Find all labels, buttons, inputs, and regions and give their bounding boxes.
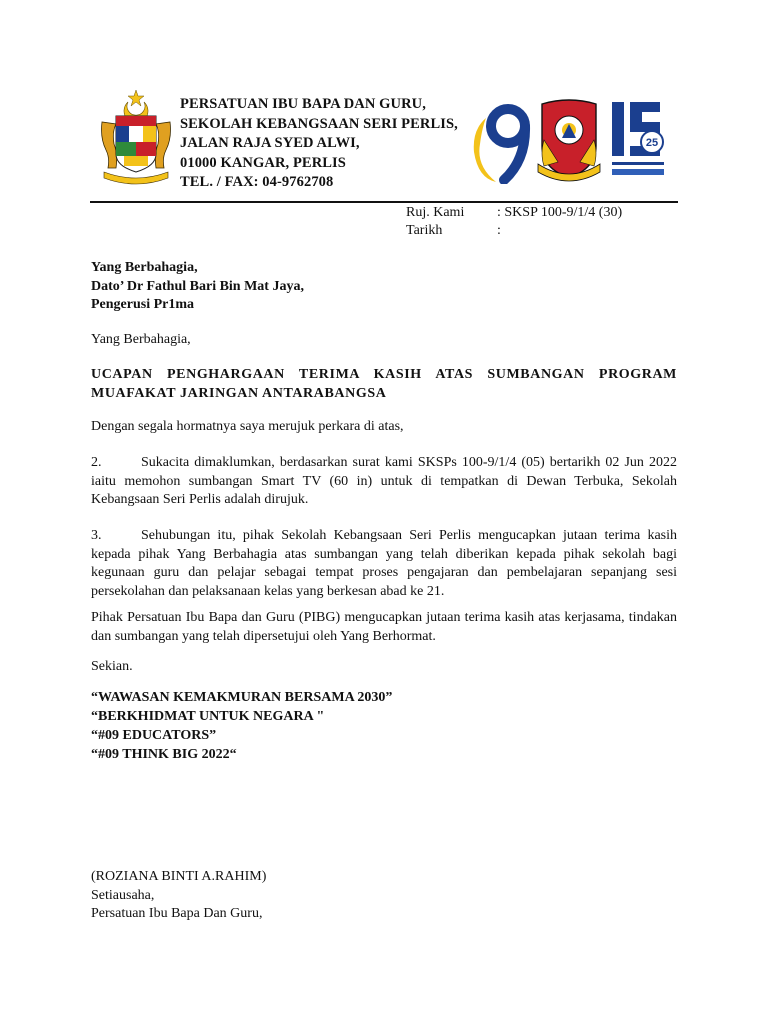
letterhead-line: SEKOLAH KEBANGSAAN SERI PERLIS, bbox=[180, 115, 458, 132]
letterhead-line: PERSATUAN IBU BAPA DAN GURU, bbox=[180, 96, 426, 112]
recipient-line: Pengerusi Pr1ma bbox=[91, 297, 195, 312]
letterhead-line: TEL. / FAX: 04-9762708 bbox=[180, 174, 334, 190]
recipient-line: Dato’ Dr Fathul Bari Bin Mat Jaya, bbox=[91, 278, 304, 294]
paragraph-number: 2. bbox=[91, 455, 102, 470]
letterhead-divider bbox=[90, 201, 678, 203]
recipient-block bbox=[91, 259, 677, 315]
paragraph-text: Sukacita dimaklumkan, berdasarkan surat kami SKSPs 100-9/1/4 (05) bertarikh 02 Jun 2022 iaitu memohon sumbangan Smart TV (60 in) untuk di tempatkan di Dewan Terbuka, Sekolah Kebangsaan Seri Perlis adalah dirujuk. bbox=[91, 455, 677, 507]
closing: Sekian. bbox=[91, 659, 133, 674]
logo-25-text: 25 bbox=[645, 137, 659, 149]
signature-block bbox=[91, 868, 677, 924]
motto-line: “BERKHIDMAT UNTUK NEGARA " bbox=[91, 709, 325, 724]
letterhead-line: JALAN RAJA SYED ALWI, bbox=[180, 135, 360, 151]
paragraph-4: Pihak Persatuan Ibu Bapa dan Guru (PIBG) mengucapkan jutaan terima kasih atas kerjasama, tindakan dan sumbangan yang telah dipersetujui oleh Yang Berhormat. bbox=[91, 610, 677, 644]
signatory-title: Setiausaha, bbox=[91, 887, 155, 903]
signatory-organisation: Persatuan Ibu Bapa Dan Guru, bbox=[91, 906, 263, 921]
paragraph-3 bbox=[91, 527, 677, 601]
ref-label: Ruj. Kami bbox=[406, 205, 465, 220]
salutation: Yang Berbahagia, bbox=[91, 332, 191, 347]
coat-of-arms-logo bbox=[98, 88, 174, 186]
signatory-name: (ROZIANA BINTI A.RAHIM) bbox=[91, 869, 267, 884]
school-shield-logo bbox=[536, 94, 602, 184]
logo-09-text: 09 bbox=[500, 156, 502, 157]
letterhead-address bbox=[180, 95, 458, 193]
paragraph-number: 3. bbox=[91, 528, 102, 543]
date-label: Tarikh bbox=[406, 223, 443, 238]
letterhead-line: 01000 KANGAR, PERLIS bbox=[180, 154, 346, 171]
ref-value: : SKSP 100-9/1/4 (30) bbox=[497, 205, 623, 220]
paragraph-2 bbox=[91, 454, 677, 510]
recipient-line: Yang Berbahagia, bbox=[91, 260, 198, 275]
letter-subject: UCAPAN PENGHARGAAN TERIMA KASIH ATAS SUMBANGAN PROGRAM MUAFAKAT JARINGAN ANTARABANGSA bbox=[91, 367, 677, 401]
motto-block bbox=[91, 688, 677, 764]
logo-25-icon bbox=[608, 96, 668, 182]
date-value: : bbox=[497, 223, 501, 238]
intro-paragraph: Dengan segala hormatnya saya merujuk perkara di atas, bbox=[91, 419, 404, 434]
motto-line: “#09 EDUCATORS” bbox=[91, 728, 217, 743]
logo-09-icon bbox=[470, 96, 532, 184]
motto-line: “WAWASAN KEMAKMURAN BERSAMA 2030” bbox=[91, 690, 393, 705]
paragraph-text: Sehubungan itu, pihak Sekolah Kebangsaan Seri Perlis mengucapkan jutaan terima kasih kepada pihak Yang Berbahagia atas sumbangan yang telah diberikan kepada pihak sekolah bagi kegunaan guru dan pelajar sebagai tempat proses pengajaran dan pembelajaran sepanjang sesi persekolahan dan pelaksanaan kelas yang berkesan abad ke 21. bbox=[91, 528, 677, 599]
motto-line: “#09 THINK BIG 2022“ bbox=[91, 747, 237, 762]
